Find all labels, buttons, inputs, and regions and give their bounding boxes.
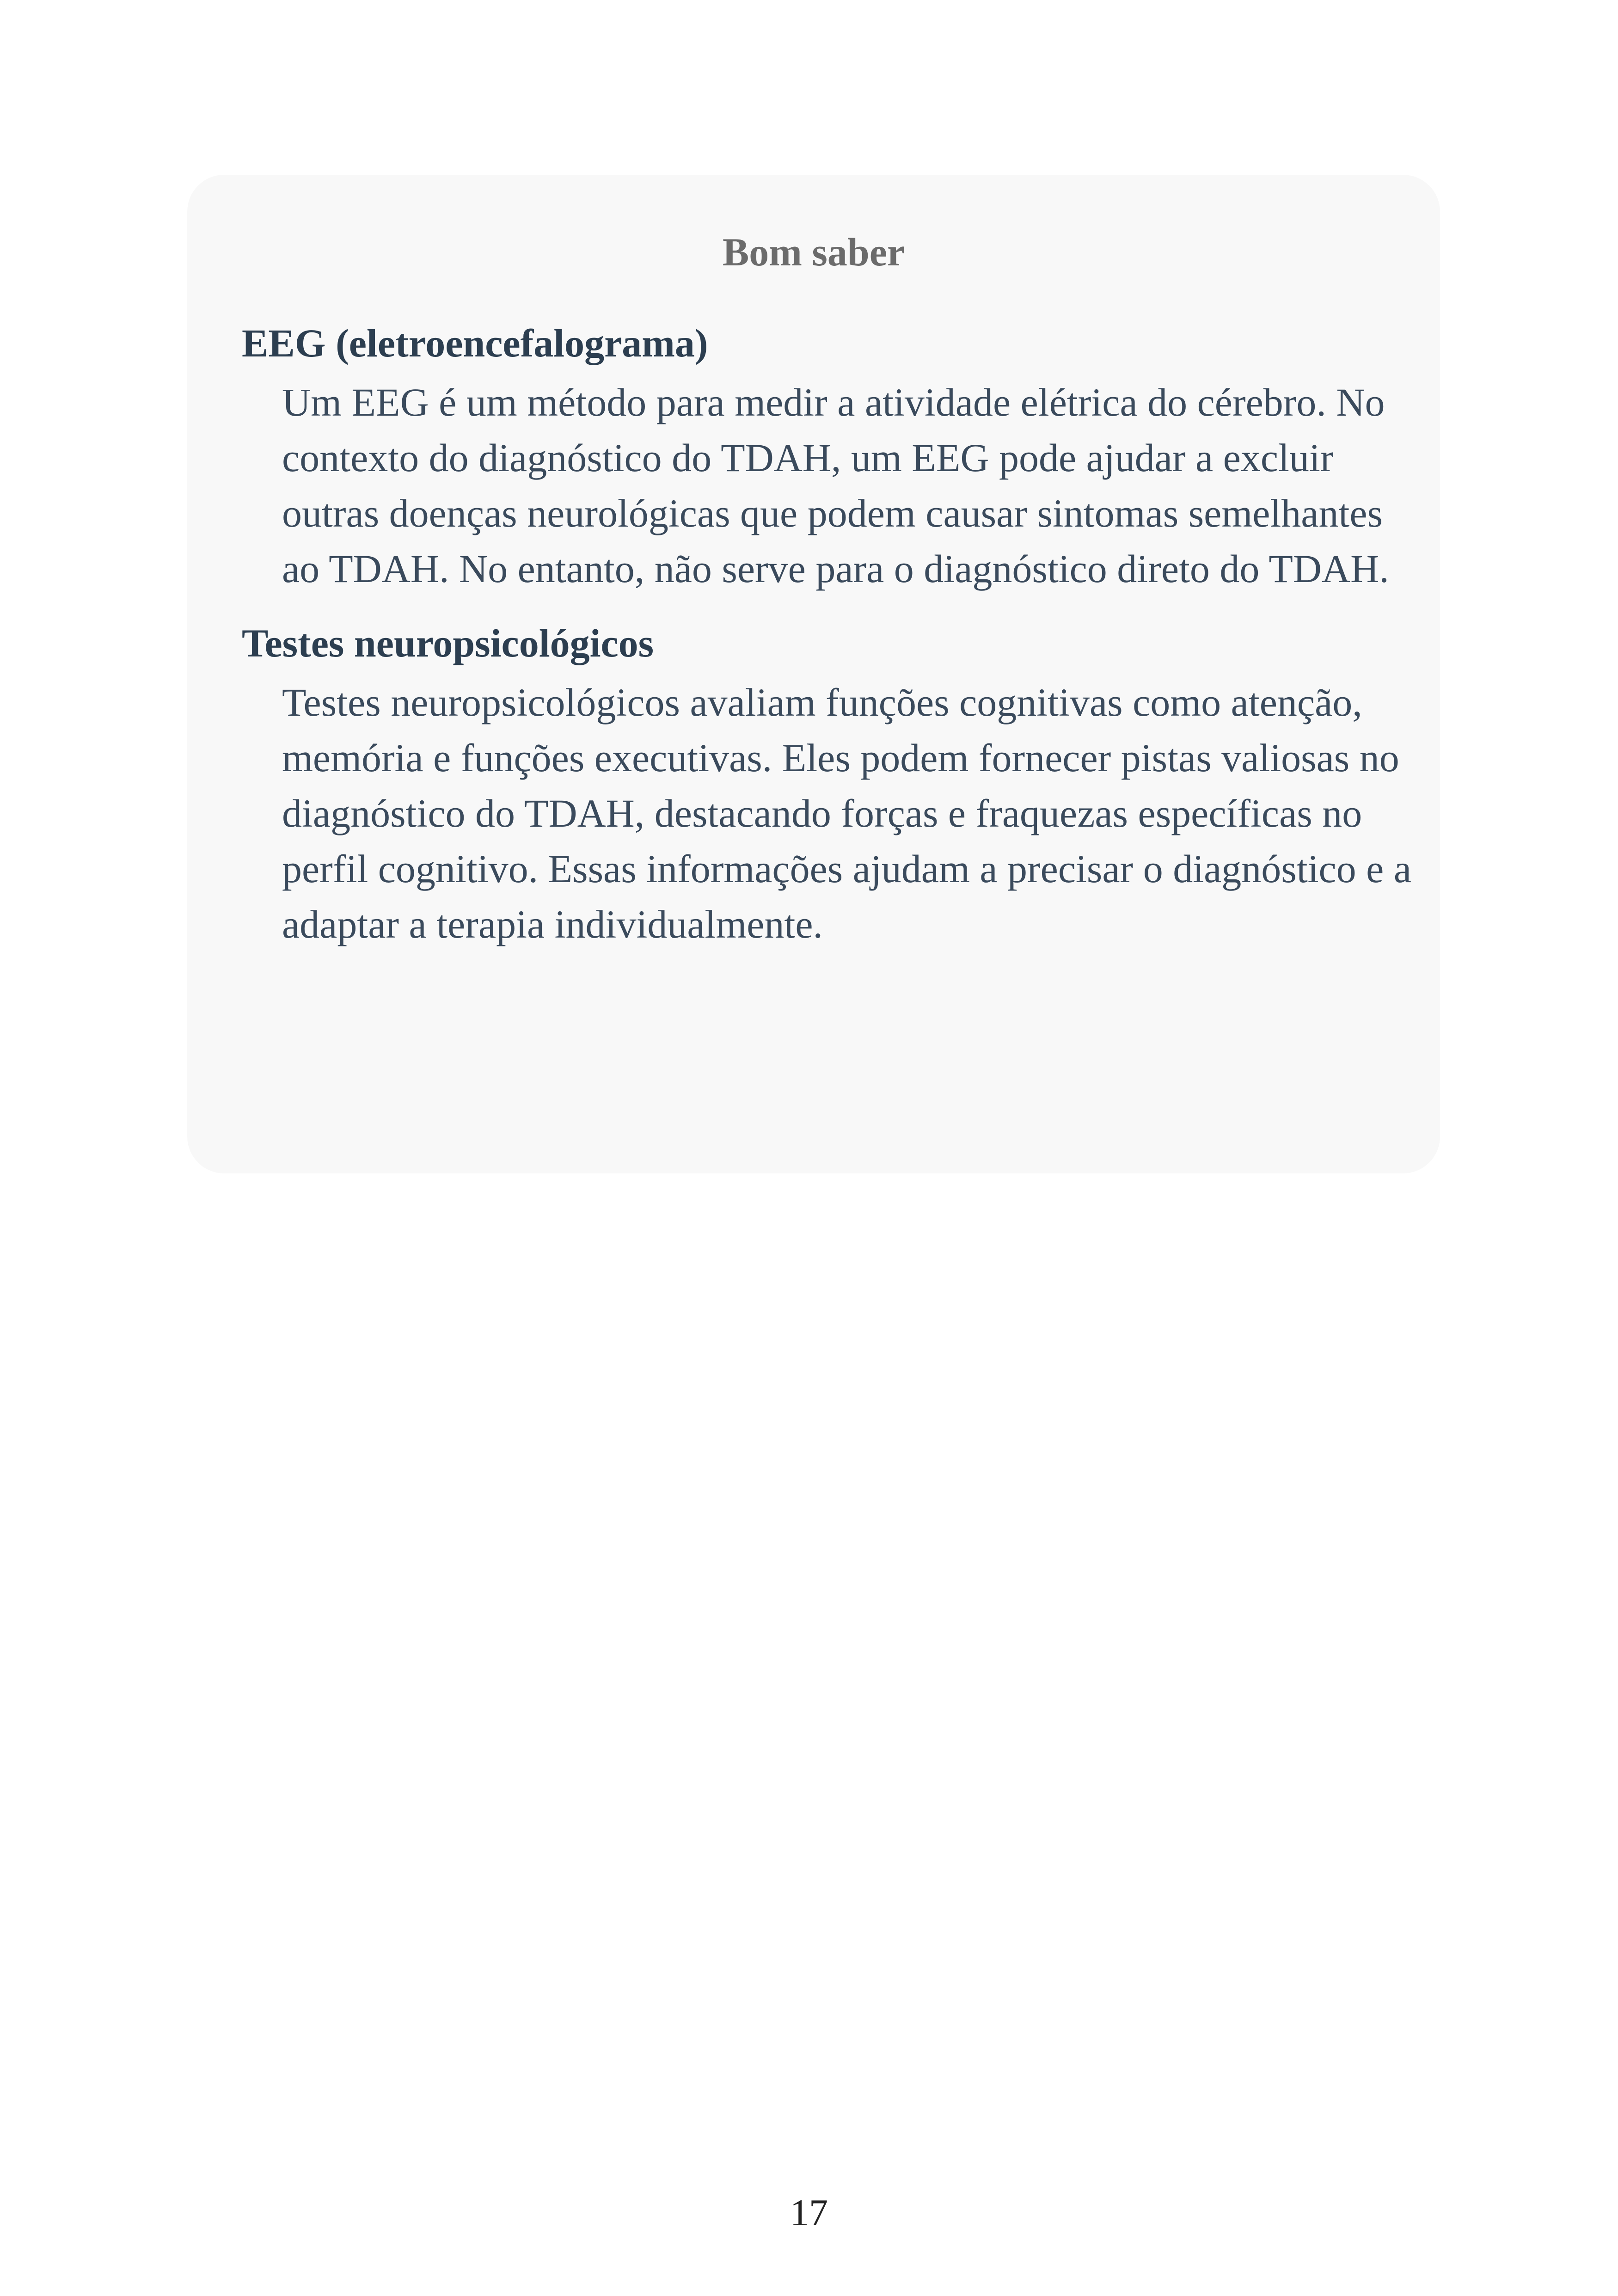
good-to-know-box: [187, 175, 1440, 1173]
definition-term: Testes neuropsicológicos: [242, 620, 654, 665]
definition-description: Um EEG é um método para medir a atividade elétrica do cérebro. No contexto do diagnóstico do TDAH, um EEG pode ajudar a excluir outras doenças neurológicas que podem causar sintomas semelhantes ao TDAH. No entanto, não serve para o diagnóstico direto do TDAH.: [282, 380, 1389, 591]
box-title: Bom saber: [722, 230, 905, 274]
page-number: 17: [790, 2192, 828, 2234]
definition-description: Testes neuropsicológicos avaliam funções cognitivas como atenção, memória e funções executivas. Eles podem fornecer pistas valiosas no diagnóstico do TDAH, destacando forças e fraquezas específicas no perfil cognitivo. Essas informações ajudam a precisar o diagnóstico e a adaptar a terapia individualmente.: [282, 680, 1412, 946]
definition-neuropsych-tests: [242, 620, 1440, 952]
definition-term: EEG (eletroencefalograma): [242, 320, 708, 365]
definition-eeg: [242, 320, 1440, 596]
